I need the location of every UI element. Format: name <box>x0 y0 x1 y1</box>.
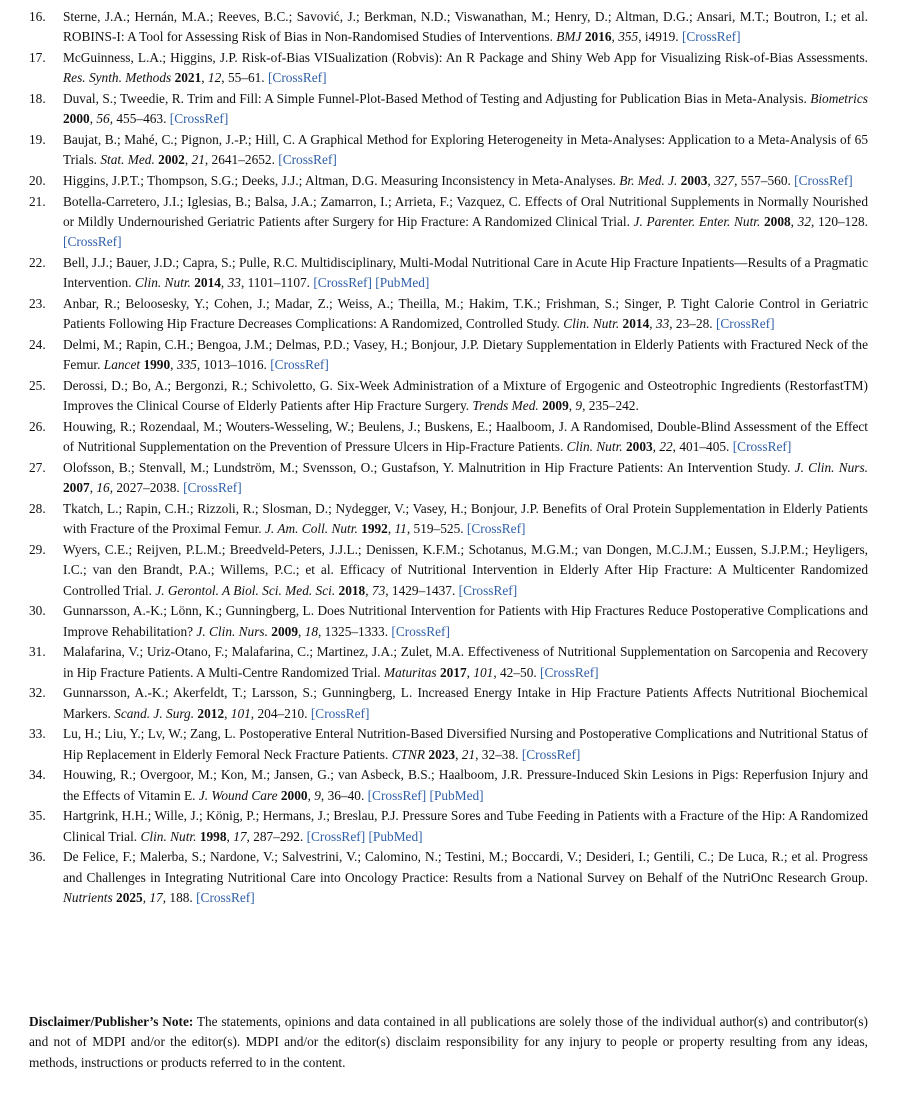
reference-text-run: , 1325–1333. <box>318 623 392 639</box>
pubmed-link[interactable]: [PubMed] <box>375 275 430 291</box>
reference-italic-text: 22 <box>659 439 673 455</box>
reference-text-run: , <box>387 521 395 537</box>
crossref-link[interactable]: [CrossRef] <box>521 746 581 762</box>
reference-italic-text: 18 <box>304 623 318 639</box>
reference-text-run: , 188. <box>162 890 197 906</box>
reference-year: 2023 <box>428 746 456 762</box>
reference-year: 2009 <box>542 398 569 414</box>
crossref-link[interactable]: [CrossRef] <box>63 234 122 250</box>
reference-text-run: , <box>224 705 231 721</box>
crossref-link[interactable]: [CrossRef] <box>183 480 242 496</box>
reference-number: 36. <box>29 849 46 865</box>
reference-italic-text: J. Parenter. Enter. Nutr. <box>633 214 761 229</box>
reference-text-run: , <box>170 357 177 373</box>
reference-item <box>0 806 899 847</box>
reference-text-run: , <box>649 316 656 332</box>
reference-text-run: , <box>652 439 660 455</box>
reference-italic-text: 101 <box>473 664 494 680</box>
reference-text <box>63 89 868 130</box>
publisher-disclaimer <box>29 1012 868 1073</box>
disclaimer-text: The statements, opinions and data contained in all publications are solely those of the individual author(s) and contributor(s) and not of MDPI and/or the editor(s). MDPI and/or the editor(s) disclaim responsibility for any injury to people or property resulting from any ideas, methods, instructions or products referred to in the content. <box>29 1014 868 1070</box>
reference-number: 20. <box>29 173 46 188</box>
crossref-link[interactable]: [CrossRef] <box>794 173 853 188</box>
reference-year: 1998 <box>199 828 227 844</box>
reference-number: 23. <box>29 296 46 311</box>
reference-italic-text: Clin. Nutr. <box>140 828 197 844</box>
reference-number: 24. <box>29 337 46 352</box>
reference-text-run: , 401–405. <box>672 439 733 455</box>
reference-text-run: , <box>466 664 474 680</box>
reference-text-run: , 32–38. <box>475 746 522 762</box>
reference-number: 33. <box>29 726 46 742</box>
crossref-link[interactable]: [CrossRef] <box>196 890 255 906</box>
reference-text-run: , <box>142 890 150 906</box>
crossref-link[interactable]: [CrossRef] <box>306 828 366 844</box>
reference-item <box>0 171 899 191</box>
reference-text-run: Delmi, M.; Rapin, C.H.; Bengoa, J.M.; Delmas, P.D.; Vasey, H.; Bonjour, J.P. Dietary Supplementation in Elderly Patients with Fractured Neck of the Femur. <box>63 337 868 373</box>
crossref-link[interactable]: [CrossRef] <box>310 705 370 721</box>
reference-text <box>63 376 868 417</box>
reference-text <box>63 806 868 847</box>
reference-text-run: Hartgrink, H.H.; Wille, J.; König, P.; Hermans, J.; Breslau, P.J. Pressure Sores and Tube Feeding in Patients with a Fracture of the Hip: A Randomized Clinical Trial. <box>63 808 868 844</box>
reference-item <box>0 724 899 765</box>
reference-text-run: Bell, J.J.; Bauer, J.D.; Capra, S.; Pulle, R.C. Multidisciplinary, Multi-Modal Nutritional Care in Acute Hip Fracture Inpatients—Results of a Pragmatic Intervention. <box>63 255 868 291</box>
reference-text <box>63 48 868 89</box>
reference-text-run: , <box>297 623 305 639</box>
reference-item <box>0 458 899 499</box>
reference-item <box>0 192 899 253</box>
reference-text-run: , <box>89 480 97 496</box>
reference-text-run: , 287–292. <box>246 828 307 844</box>
reference-italic-text: 327 <box>714 173 735 188</box>
reference-year: 2003 <box>680 173 708 188</box>
reference-year: 2009 <box>271 623 298 639</box>
crossref-link[interactable]: [CrossRef] <box>540 664 599 680</box>
reference-text-run: , <box>707 173 715 188</box>
reference-italic-text: 33 <box>227 275 241 291</box>
pubmed-link[interactable]: [PubMed] <box>429 787 484 803</box>
crossref-link[interactable]: [CrossRef] <box>169 111 229 127</box>
reference-year: 2014 <box>194 275 221 291</box>
reference-number: 16. <box>29 9 46 24</box>
reference-italic-text: J. Gerontol. A Biol. Sci. Med. Sci. <box>155 582 336 598</box>
reference-year: 2008 <box>763 214 791 229</box>
reference-text-run: , 1101–1107. <box>240 275 314 291</box>
reference-italic-text: 33 <box>655 316 670 332</box>
reference-item <box>0 683 899 724</box>
reference-number: 28. <box>29 501 46 516</box>
crossref-link[interactable]: [CrossRef] <box>458 582 518 598</box>
reference-year: 2003 <box>625 439 653 455</box>
reference-italic-text: 32 <box>797 214 811 229</box>
reference-item <box>0 417 899 458</box>
reference-list <box>0 7 899 909</box>
reference-italic-text: Clin. Nutr. <box>566 439 623 455</box>
crossref-link[interactable]: [CrossRef] <box>732 439 792 455</box>
reference-text <box>63 683 868 724</box>
crossref-link[interactable]: [CrossRef] <box>278 152 337 168</box>
reference-item <box>0 130 899 171</box>
reference-text <box>63 601 868 642</box>
reference-text-run: , <box>568 398 576 414</box>
reference-italic-text: Clin. Nutr. <box>134 275 191 291</box>
reference-italic-text: J. Clin. Nurs. <box>794 460 868 475</box>
reference-text <box>63 765 868 806</box>
reference-text-run: , <box>790 214 798 229</box>
reference-text <box>63 171 868 191</box>
reference-italic-text: 17 <box>149 890 163 906</box>
crossref-link[interactable]: [CrossRef] <box>270 357 329 373</box>
reference-italic-text: 16 <box>96 480 110 496</box>
reference-italic-text: 73 <box>371 582 386 598</box>
reference-number: 32. <box>29 685 46 701</box>
reference-year: 2018 <box>338 582 366 598</box>
reference-italic-text: 11 <box>394 521 407 537</box>
reference-text-run: , 557–560. <box>734 173 795 188</box>
reference-text <box>63 642 868 683</box>
reference-item <box>0 89 899 130</box>
reference-text-run: , 1429–1437. <box>385 582 459 598</box>
reference-text <box>63 335 868 376</box>
reference-italic-text: 17 <box>233 828 247 844</box>
reference-year: 2017 <box>439 664 467 680</box>
reference-italic-text: J. Clin. Nurs. <box>196 623 268 639</box>
reference-number: 30. <box>29 603 46 619</box>
reference-italic-text: 9 <box>314 787 321 803</box>
reference-text-run: Olofsson, B.; Stenvall, M.; Lundström, M.; Svensson, O.; Gustafson, Y. Malnutrition in Hip Fracture Patients: An Intervention Study. <box>63 460 795 475</box>
reference-text <box>63 540 868 601</box>
reference-text-run: Malafarina, V.; Uriz-Otano, F.; Malafarina, C.; Martinez, J.A.; Zulet, M.A. Effectiveness of Nutritional Supplementation on Sarcopenia and Recovery in Hip Fracture Patients. A Multi-Centre Randomized Trial. <box>63 644 868 680</box>
reference-item <box>0 540 899 601</box>
reference-text-run: Lu, H.; Liu, Y.; Lv, W.; Zang, L. Postoperative Enteral Nutrition-Based Diversified Nursing and Postoperative Complications and Nutritional Status of Hip Replacement in Elderly Femoral Neck Fracture Patients. <box>63 726 868 762</box>
reference-year: 1990 <box>143 357 171 373</box>
reference-text-run: , 36–40. <box>320 787 368 803</box>
reference-text-run: , i4919. <box>638 29 682 45</box>
reference-item <box>0 847 899 908</box>
reference-text-run: , <box>307 787 315 803</box>
reference-text-run: , 1013–1016. <box>196 357 271 373</box>
crossref-link[interactable]: [CrossRef] <box>466 521 526 537</box>
reference-number: 26. <box>29 419 46 434</box>
reference-item <box>0 499 899 540</box>
reference-italic-text: Nutrients <box>63 890 113 906</box>
reference-italic-text: Clin. Nutr. <box>563 316 620 332</box>
reference-year: 1992 <box>361 521 388 537</box>
reference-number: 25. <box>29 378 46 393</box>
reference-year: 2000 <box>63 111 90 127</box>
reference-text-run: Baujat, B.; Mahé, C.; Pignon, J.-P.; Hill, C. A Graphical Method for Exploring Heterogeneity in Meta-Analyses: Application to a Meta-Analysis of 65 Trials. <box>63 132 868 168</box>
reference-text-run: , <box>365 582 372 598</box>
crossref-link[interactable]: [CrossRef] <box>391 623 450 639</box>
reference-text-run: , 55–61. <box>221 70 268 86</box>
reference-year: 2025 <box>116 890 143 906</box>
reference-item <box>0 253 899 294</box>
reference-number: 27. <box>29 460 46 475</box>
reference-italic-text: 355 <box>618 29 639 45</box>
reference-text-run: , <box>220 275 228 291</box>
disclaimer-label: Disclaimer/Publisher’s Note: <box>29 1014 194 1029</box>
reference-italic-text: 101 <box>230 705 251 721</box>
crossref-link[interactable]: [CrossRef] <box>267 70 327 86</box>
reference-italic-text: Scand. J. Surg. <box>114 705 195 721</box>
reference-italic-text: Biometrics <box>810 91 868 106</box>
reference-number: 31. <box>29 644 46 660</box>
reference-number: 29. <box>29 542 46 557</box>
reference-italic-text: J. Wound Care <box>198 787 278 803</box>
reference-italic-text: CTNR <box>391 746 426 762</box>
reference-text <box>63 253 868 294</box>
reference-text-run: , <box>226 828 234 844</box>
reference-number: 21. <box>29 193 46 209</box>
reference-italic-text: 9 <box>575 398 583 414</box>
crossref-link[interactable]: [CrossRef] <box>715 316 775 332</box>
reference-italic-text: 12 <box>207 70 222 86</box>
reference-text-run: Gunnarsson, A.-K.; Akerfeldt, T.; Larsson, S.; Gunningberg, L. Increased Energy Intake in Hip Fracture Patients Affects Nutritional Biochemical Markers. <box>63 685 868 721</box>
reference-text-run: McGuinness, L.A.; Higgins, J.P. Risk-of-Bias VISualization (Robvis): An R Package and Shiny Web App for Visualizing Risk-of-Bias Assessments. <box>63 50 868 65</box>
reference-text-run: , 455–463. <box>109 111 170 127</box>
reference-italic-text: Maturitas <box>383 664 437 680</box>
reference-text <box>63 7 868 48</box>
reference-text-run: Houwing, R.; Rozendaal, M.; Wouters-Wesseling, W.; Beulens, J.; Buskens, E.; Haalboom, J. A Randomised, Double-Blind Assessment of the Effect of Nutritional Supplementation on the Prevention of Pressure Ulcers in Hip-Fracture Patients. <box>63 419 868 455</box>
reference-number: 34. <box>29 767 46 783</box>
reference-text-run: Gunnarsson, A.-K.; Lönn, K.; Gunningberg, L. Does Nutritional Intervention for Patients with Hip Fractures Reduce Postoperative Complications and Improve Rehabilitation? <box>63 603 868 639</box>
crossref-link[interactable]: [CrossRef] <box>681 29 741 45</box>
reference-text <box>63 724 868 765</box>
reference-italic-text: J. Am. Coll. Nutr. <box>264 521 358 537</box>
reference-italic-text: 21 <box>191 152 205 168</box>
reference-text-run: , 23–28. <box>669 316 716 332</box>
reference-text-run: , <box>89 111 97 127</box>
reference-text-run: Houwing, R.; Overgoor, M.; Kon, M.; Jansen, G.; van Asbeck, B.S.; Haalboom, J.R. Pressure-Induced Skin Lesions in Pigs: Reperfusion Injury and the Effects of Vitamin E. <box>63 767 868 803</box>
reference-year: 2016 <box>584 29 612 45</box>
reference-text-run: De Felice, F.; Malerba, S.; Nardone, V.; Salvestrini, V.; Calomino, N.; Testini, M.; Boccardi, V.; Desideri, I.; Gentili, C.; De Luca, R.; et al. Progress and Challenges in Integrating Nutritional Care into Oncology Practice: Results from a National Survey on Behalf of the NutriOnc Research Group. <box>63 849 868 885</box>
reference-text-run: Tkatch, L.; Rapin, C.H.; Rizzoli, R.; Slosman, D.; Nydegger, V.; Vasey, H.; Bonjour, J.P. Benefits of Oral Protein Supplementation in Elderly Patients with Fracture of the Proximal Femur. <box>63 501 868 537</box>
reference-italic-text: Trends Med. <box>472 398 539 414</box>
reference-text <box>63 192 868 253</box>
crossref-link[interactable]: [CrossRef] <box>367 787 427 803</box>
reference-text <box>63 847 868 908</box>
reference-text <box>63 458 868 499</box>
reference-italic-text: 56 <box>96 111 110 127</box>
reference-text-run: Higgins, J.P.T.; Thompson, S.G.; Deeks, J.J.; Altman, D.G. Measuring Inconsistency in Meta-Analyses. <box>63 173 620 188</box>
reference-italic-text: Br. Med. J. <box>619 173 678 188</box>
reference-italic-text: 21 <box>461 746 476 762</box>
reference-text-run: , 120–128. <box>811 214 869 229</box>
reference-italic-text: Lancet <box>103 357 141 373</box>
reference-year: 2000 <box>280 787 308 803</box>
reference-italic-text: Stat. Med. <box>100 152 155 168</box>
reference-item <box>0 601 899 642</box>
reference-item <box>0 294 899 335</box>
reference-text-run: Derossi, D.; Bo, A.; Bergonzi, R.; Schivoletto, G. Six-Week Administration of a Mixture of Ergogenic and Osteotrophic Ingredients (RestorfastTM) Improves the Clinical Course of Elderly Patients after Hip Fracture Surgery. <box>63 378 868 414</box>
reference-item <box>0 765 899 806</box>
reference-text-run: Botella-Carretero, J.I.; Iglesias, B.; Balsa, J.A.; Zamarron, I.; Arrieta, F.; Vazquez, C. Effects of Oral Nutritional Supplements in Normally Nourished or Mildly Undernourished Geriatric Patients after Surgery for Hip Fracture: A Randomized Clinical Trial. <box>63 193 868 229</box>
reference-text-run: , <box>455 746 462 762</box>
reference-number: 19. <box>29 132 46 147</box>
reference-text <box>63 130 868 171</box>
reference-year: 2002 <box>158 152 185 168</box>
reference-italic-text: BMJ <box>556 29 582 45</box>
pubmed-link[interactable]: [PubMed] <box>368 828 423 844</box>
reference-year: 2012 <box>197 705 225 721</box>
reference-year: 2014 <box>622 316 650 332</box>
reference-item <box>0 642 899 683</box>
reference-italic-text: Res. Synth. Methods <box>63 70 172 86</box>
reference-text-run: , 2027–2038. <box>109 480 184 496</box>
reference-text-run: Wyers, C.E.; Reijven, P.L.M.; Breedveld-Peters, J.J.L.; Denissen, K.F.M.; Schotanus, M.G.M.; van Dongen, M.C.J.M.; Eussen, S.J.P.M.; Heyligers, I.C.; van den Brandt, P.A.; Willems, P.C.; et al. Efficacy of Nutritional Intervention in Elderly After Hip Fracture: A Multicenter Randomized Controlled Trial. <box>63 542 868 598</box>
reference-year: 2007 <box>63 480 90 496</box>
reference-text-run: , <box>201 70 208 86</box>
reference-text-run: , 235–242. <box>582 398 639 414</box>
reference-text-run: , 42–50. <box>493 664 541 680</box>
reference-text <box>63 417 868 458</box>
reference-text <box>63 294 868 335</box>
reference-italic-text: 335 <box>176 357 197 373</box>
reference-text <box>63 499 868 540</box>
reference-item <box>0 376 899 417</box>
reference-item <box>0 335 899 376</box>
reference-text-run: , 204–210. <box>250 705 311 721</box>
crossref-link[interactable]: [CrossRef] <box>313 275 372 291</box>
reference-text-run: , 2641–2652. <box>204 152 279 168</box>
reference-item <box>0 7 899 48</box>
reference-text-run: Sterne, J.A.; Hernán, M.A.; Reeves, B.C.; Savović, J.; Berkman, N.D.; Viswanathan, M.; Henry, D.; Altman, D.G.; Ansari, M.T.; Boutron, I.; et al. ROBINS-I: A Tool for Assessing Risk of Bias in Non-Randomised Studies of Interventions. <box>63 9 868 45</box>
reference-number: 17. <box>29 50 46 65</box>
reference-item <box>0 48 899 89</box>
reference-number: 18. <box>29 91 46 106</box>
reference-year: 2021 <box>174 70 202 86</box>
reference-text-run: , <box>611 29 619 45</box>
reference-number: 22. <box>29 255 46 270</box>
reference-text-run: Anbar, R.; Beloosesky, Y.; Cohen, J.; Madar, Z.; Weiss, A.; Theilla, M.; Hakim, T.K.; Frishman, S.; Singer, P. Tight Calorie Control in Geriatric Patients Following Hip Fracture Decreases Complications: A Randomized, Controlled Study. <box>63 296 868 332</box>
reference-text-run: , <box>184 152 192 168</box>
reference-text-run: , 519–525. <box>406 521 467 537</box>
reference-text-run: Duval, S.; Tweedie, R. Trim and Fill: A Simple Funnel-Plot-Based Method of Testing and Adjusting for Publication Bias in Meta-Analysis. <box>63 91 811 106</box>
reference-number: 35. <box>29 808 46 824</box>
